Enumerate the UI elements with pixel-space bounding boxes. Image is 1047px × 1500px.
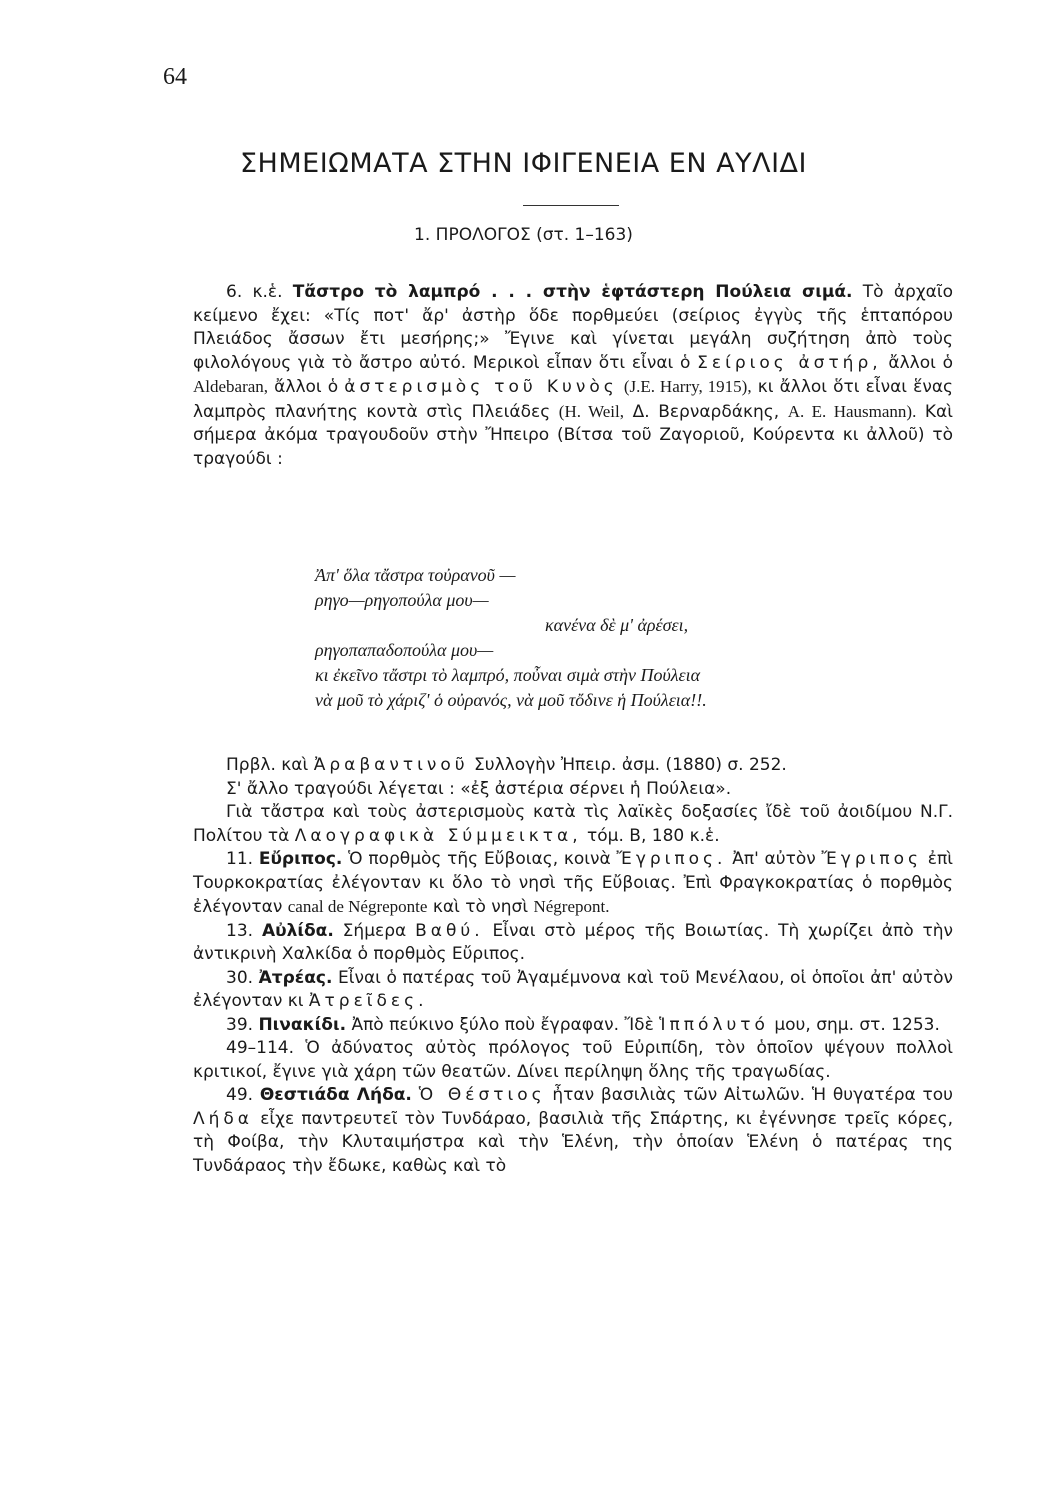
note-number: 6. κ.ἑ. [226,282,283,302]
note-11: 11. Εὔριπος. Ὁ πορθμὸς τῆς Εὔβοιας, κοινὰ Ἔγριπος. Ἀπ' αὐτὸν Ἔγριπος ἐπὶ Τουρκοκρατίας ἐλέγονταν κι ὅλο τὸ νησὶ τῆς Εὔβοιας. Ἐπὶ Φραγκοκρατίας ὁ πορθμὸς ἐλέγονταν canal de Négreponte καὶ τὸ νησὶ Négrepont. [193,849,953,917]
section-heading: 1. ΠΡΟΛΟΓΟΣ (στ. 1–163) [414,225,633,245]
poem-line: ρηγοπαπαδοπούλα μου— [315,640,494,660]
note-49: 49. Θεστιάδα Λήδα. Ὁ Θέστιος ἦταν βασιλιὰς τῶν Αἰτωλῶν. Ἡ θυγατέρα του Λήδα εἶχε παντρευτεῖ τὸν Τυνδάραο, βασιλιὰ τῆς Σπάρτης, κι ἐγέννησε τρεῖς κόρες, τὴ Φοίβα, τὴν Κλυταιμήστρα καὶ τὴν Ἑλένη, τὴν ὁποίαν Ἑλένη ὁ πατέρας της Τυνδάραος τὴν ἔδωκε, καθὼς καὶ τὸ [193,1085,954,1176]
notes-continued [193,754,953,1178]
reference-paragraph: Πρβλ. καὶ Ἀραβαντινοῦ Συλλογὴν Ἠπειρ. ἀσμ. (1880) σ. 252. [226,755,787,775]
note-6: 6. κ.ἑ. Τἄστρο τὸ λαμπρό . . . στὴν ἑφτάστερη Πούλεια σιμά. Τὸ ἀρχαῖο κείμενο ἔχει: «Τίς ποτ' ἄρ' ἀστὴρ ὅδε πορθμεύει (σείριος ἐγγὺς τῆς ἑπταπόρου Πλειάδος ἄσσων ἔτι μεσήρης;» Ἔγινε καὶ γίνεται μεγάλη συζήτηση ἀπὸ τοὺς φιλολόγους γιὰ τὸ ἄστρο αὐτό. Μερικοὶ εἶπαν ὅτι εἶναι ὁ Σείριος ἀστήρ, ἄλλοι ὁ Aldebaran, ἄλλοι ὁ ἀστερισμὸς τοῦ Κυνὸς (J.E. Harry, 1915), κι ἄλλοι ὅτι εἶναι ἕνας λαμπρὸς πλανήτης κοντὰ στὶς Πλειάδες (H. Weil, Δ. Βερναρδάκης, A. E. Hausmann). Καὶ σήμερα ἀκόμα τραγουδοῦν στὴν Ἤπειρο (Βίτσα τοῦ Ζαγοριοῦ, Κούρεντα κι ἀλλοῦ) τὸ τραγούδι : [193,282,954,469]
note-headword: Πινακίδι. [258,1014,347,1035]
folk-song [315,563,915,713]
poem-line: κι ἐκεῖνο τἄστρι τὸ λαμπρό, ποὖναι σιμὰ στὴν Πούλεια [315,665,701,685]
reference-paragraph: Σ' ἄλλο τραγούδι λέγεται : «ἐξ ἀστέρια σέρνει ἡ Πούλεια». [226,778,732,799]
spaced-term: ἀστερισμὸς τοῦ Κυνὸς [344,377,618,397]
spaced-term: Σείριος ἀστήρ, [697,352,882,373]
poem-line: ρηγο—ρηγοπούλα μου— [315,590,489,610]
note-headword: Θεστιάδα Λήδα. [259,1085,412,1105]
page-number: 64 [163,64,187,90]
poem-line: κανένα δὲ μ' ἀρέσει, [545,615,689,635]
poem-line: νὰ μοῦ τὸ χάριζ' ὁ οὐρανός, νὰ μοῦ τὄδινε ἡ Πούλεια!!. [315,690,707,710]
note-headword: Αὐλίδα. [261,920,334,941]
note-headword: Τἄστρο τὸ λαμπρό . . . στὴν ἑφτάστερη Πούλεια σιμά. [292,282,853,302]
title-divider [523,205,619,206]
note-headword: Εὔριπος. [258,849,343,869]
note-39: 39. Πινακίδι. Ἀπὸ πεύκινο ξύλο ποὺ ἔγραφαν. Ἴδὲ Ἱππόλυτό μου, σημ. στ. 1253. [226,1014,940,1035]
note-30: 30. Ἀτρέας. Εἶναι ὁ πατέρας τοῦ Ἀγαμέμνονα καὶ τοῦ Μενέλαου, οἱ ὁποῖοι ἀπ' αὐτὸν ἐλέγονταν κι Ἀτρεῖδες. [193,967,954,1011]
note-13: 13. Αὐλίδα. Σήμερα Βαθύ. Εἶναι στὸ μέρος τῆς Βοιωτίας. Τὴ χωρίζει ἀπὸ τὴν ἀντικρινὴ Χαλκίδα ὁ πορθμὸς Εὔριπος. [193,920,954,964]
page-title: ΣΗΜΕΙΩΜΑΤΑ ΣΤΗΝ ΙΦΙΓΕΝΕΙΑ ΕΝ ΑΥΛΙΔΙ [240,148,807,179]
note-headword: Ἀτρέας. [258,967,333,988]
note-49-114: 49–114. Ὁ ἀδύνατος αὐτὸς πρόλογος τοῦ Εὐριπίδη, τὸν ὁποῖον ψέγουν πολλοὶ κριτικοί, ἔγινε γιὰ χάρη τῶν θεατῶν. Δίνει περίληψη ὅλης τῆς τραγωδίας. [193,1038,954,1082]
poem-line: Ἀπ' ὅλα τἄστρα τοὐρανοῦ — [315,565,516,585]
reference-paragraph: Γιὰ τἄστρα καὶ τοὺς ἀστερισμοὺς κατὰ τὶς λαϊκὲς δοξασίες ἴδὲ τοῦ ἀοιδίμου Ν.Γ. Πολίτου τὰ Λαογραφικὰ Σύμμεικτα, τόμ. Β, 180 κ.ἑ. [193,802,953,846]
